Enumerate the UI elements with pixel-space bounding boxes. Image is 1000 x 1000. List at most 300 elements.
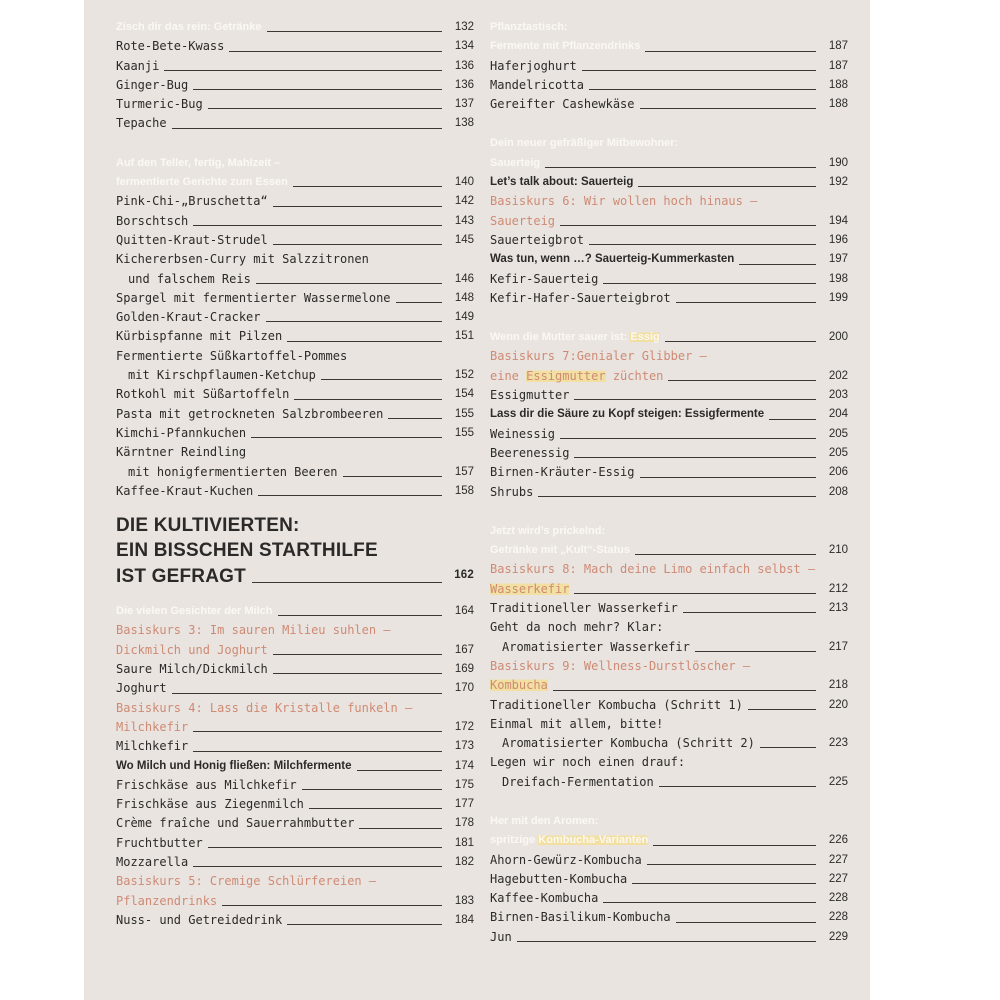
toc-entry-title: Sauerteig <box>490 156 541 169</box>
toc-entry-title <box>490 328 660 347</box>
page-number: 132 <box>454 21 474 33</box>
toc-entry-title: Let’s talk about: Sauerteig <box>490 176 634 189</box>
toc-entry-title: Hagebutten-Kombucha <box>490 871 628 886</box>
course-heading: Basiskurs 5: Cremige Schlürfereien – <box>116 874 377 889</box>
dot-leader <box>635 554 816 555</box>
page-number: 204 <box>828 408 848 421</box>
page-number: 220 <box>828 698 848 711</box>
toc-list <box>116 463 474 502</box>
section-heading: Pflanztastisch: <box>490 21 568 33</box>
dot-leader <box>343 476 442 477</box>
toc-entry-title: Kimchi-Pfannkuchen <box>116 425 247 440</box>
toc-entry <box>490 889 848 908</box>
page-number: 143 <box>454 214 474 227</box>
toc-entry <box>490 463 848 482</box>
page-number: 208 <box>828 485 848 498</box>
dot-leader <box>683 612 816 613</box>
page-number: 210 <box>828 544 848 557</box>
toc-entry-title <box>490 831 648 850</box>
toc-entry-title: Sauerteig <box>490 213 556 228</box>
page-number: 175 <box>454 778 474 791</box>
dot-leader <box>208 847 442 848</box>
course-heading: Basiskurs 6: Wir wollen hoch hinaus – <box>490 194 758 209</box>
toc-entry-title: Fermente mit Pflanzendrinks <box>490 40 641 53</box>
dot-leader <box>538 496 816 497</box>
page-number: 184 <box>454 913 474 926</box>
page-number: 137 <box>454 98 474 111</box>
page-number: 227 <box>828 872 848 885</box>
dot-leader <box>278 615 442 616</box>
toc-entry-title: Dickmilch und Joghurt <box>116 642 268 657</box>
toc-entry-title <box>490 580 569 599</box>
toc-entry-title: Kaffee-Kraut-Kuchen <box>116 483 254 498</box>
page-number: 170 <box>454 682 474 695</box>
toc-entry <box>116 405 474 424</box>
page-number: 155 <box>454 407 474 420</box>
toc-entry <box>490 328 848 347</box>
toc-entry <box>490 696 848 715</box>
toc-entry-title: Nuss- und Getreidedrink <box>116 912 283 927</box>
toc-entry-title: Golden-Kraut-Cracker <box>116 310 261 325</box>
dot-leader <box>574 593 816 594</box>
dot-leader <box>193 751 442 752</box>
toc-entry-title: Milchkefir <box>116 739 189 754</box>
toc-list <box>490 37 848 114</box>
toc-entry-title: Beerenessig <box>490 445 570 460</box>
page-number: 206 <box>828 466 848 479</box>
toc-entry-title: Jun <box>490 929 512 944</box>
toc-entry-title: mit honigfermentierten Beeren <box>128 464 338 479</box>
toc-entry <box>116 463 474 482</box>
page-number: 194 <box>828 214 848 227</box>
dot-leader <box>638 186 816 187</box>
toc-entry-line: Kärntner Reindling <box>116 445 247 460</box>
page-number: 197 <box>828 253 848 266</box>
toc-entry-title: Mozzarella <box>116 854 189 869</box>
dot-leader <box>273 206 442 207</box>
toc-entry-title: Borschtsch <box>116 213 189 228</box>
page-number: 188 <box>828 98 848 111</box>
dot-leader <box>359 828 442 829</box>
highlighted-text: Wasserkefir <box>490 581 570 596</box>
chapter-page-number: 162 <box>454 569 474 582</box>
toc-entry <box>490 250 848 269</box>
page-number: 205 <box>828 427 848 440</box>
dot-leader <box>273 244 442 245</box>
page-number: 157 <box>454 465 474 478</box>
toc-entry <box>116 37 474 56</box>
toc-entry <box>490 289 848 308</box>
toc-entry-title: Sauerteigbrot <box>490 232 584 247</box>
toc-entry <box>490 851 848 870</box>
toc-list <box>490 734 848 753</box>
page-number: 149 <box>454 311 474 324</box>
dot-leader <box>676 302 816 303</box>
page-number: 148 <box>454 291 474 304</box>
toc-entry <box>490 870 848 889</box>
dot-leader <box>287 341 442 342</box>
toc-entry <box>116 57 474 76</box>
toc-entry-title: Wo Milch und Honig fließen: Milchfermente <box>116 759 352 772</box>
page-number: 226 <box>828 834 848 847</box>
dot-leader <box>589 244 816 245</box>
page-number: 155 <box>454 426 474 439</box>
toc-entry <box>116 289 474 308</box>
toc-list <box>116 602 474 621</box>
toc-entry <box>490 580 848 599</box>
page-number: 203 <box>828 389 848 402</box>
dot-leader <box>574 399 816 400</box>
page-number: 146 <box>454 272 474 285</box>
dot-leader <box>553 690 816 691</box>
page-number: 174 <box>454 759 474 772</box>
dot-leader <box>229 51 442 52</box>
toc-entry-title: Getränke mit „Kult“-Status <box>490 544 630 557</box>
toc-entry-title: Spargel mit fermentierter Wassermelone <box>116 290 391 305</box>
toc-list <box>116 270 474 347</box>
dot-leader <box>396 302 442 303</box>
page-number: 188 <box>828 78 848 91</box>
dot-leader <box>302 789 442 790</box>
page-number: 212 <box>828 582 848 595</box>
toc-entry <box>490 425 848 444</box>
dot-leader <box>748 709 816 710</box>
course-heading: Basiskurs 9: Wellness-Durstlöscher – <box>490 658 751 673</box>
toc-entry-title: Tepache <box>116 116 167 131</box>
toc-entry-title: Birnen-Kräuter-Essig <box>490 465 635 480</box>
page-number: 151 <box>454 330 474 343</box>
dot-leader <box>589 89 816 90</box>
page-number: 178 <box>454 817 474 830</box>
page-number: 169 <box>454 663 474 676</box>
dot-leader <box>645 51 816 52</box>
toc-entry <box>490 386 848 405</box>
toc-entry-title: Kefir-Sauerteig <box>490 271 599 286</box>
dot-leader <box>287 924 442 925</box>
dot-leader <box>769 419 816 420</box>
toc-entry-title: Kürbispfanne mit Pilzen <box>116 329 283 344</box>
dot-leader <box>560 225 816 226</box>
toc-entry-line: Fermentierte Süßkartoffel-Pommes <box>116 348 348 363</box>
course-heading: Basiskurs 4: Lass die Kristalle funkeln – <box>116 700 413 715</box>
toc-list <box>490 386 848 502</box>
dot-leader <box>266 321 443 322</box>
toc-entry <box>116 853 474 872</box>
toc-entry-title: Dreifach-Fermentation <box>502 774 654 789</box>
dot-leader <box>193 89 442 90</box>
toc-entry <box>116 795 474 814</box>
page-number: 164 <box>454 605 474 618</box>
toc-entry <box>116 76 474 95</box>
chapter-heading <box>116 513 474 589</box>
toc-list <box>490 541 848 560</box>
dot-leader <box>640 477 817 478</box>
toc-list <box>490 212 848 308</box>
dot-leader <box>647 864 816 865</box>
toc-entry-line: Einmal mit allem, bitte! <box>490 716 664 731</box>
toc-entry <box>116 212 474 231</box>
toc-entry-title: Traditioneller Wasserkefir <box>490 601 678 616</box>
toc-entry <box>116 776 474 795</box>
toc-entry-title: Was tun, wenn …? Sauerteig-Kummerkasten <box>490 253 735 266</box>
page-number: 199 <box>828 291 848 304</box>
toc-entry-title: Zisch dir das rein: Getränke <box>116 21 262 33</box>
toc-entry-title: Traditioneller Kombucha (Schritt 1) <box>490 697 743 712</box>
toc-entry-line: Legen wir noch einen drauf: <box>490 755 686 770</box>
toc-entry-title: Pasta mit getrockneten Salzbrombeeren <box>116 406 384 421</box>
dot-leader <box>252 582 442 583</box>
toc-entry <box>490 444 848 463</box>
toc-entry <box>116 737 474 756</box>
dot-leader <box>164 70 442 71</box>
toc-entry-title: Rote-Bete-Kwass <box>116 39 225 54</box>
dot-leader <box>251 437 442 438</box>
course-heading: Basiskurs 3: Im sauren Milieu suhlen – <box>116 623 391 638</box>
toc-list <box>116 18 474 134</box>
toc-entry <box>116 718 474 737</box>
page-number: 134 <box>454 40 474 53</box>
page-number: 158 <box>454 484 474 497</box>
toc-entry <box>116 385 474 404</box>
toc-list <box>116 718 474 872</box>
page-number: 138 <box>454 117 474 130</box>
toc-entry-title: Lass dir die Säure zu Kopf steigen: Essigfermente <box>490 408 765 421</box>
dot-leader <box>388 418 442 419</box>
page-number: 228 <box>828 892 848 905</box>
page-number: 227 <box>828 853 848 866</box>
toc-entry-title <box>490 367 663 386</box>
toc-entry <box>116 660 474 679</box>
toc-entry <box>490 831 848 850</box>
dot-leader <box>560 438 816 439</box>
page-number: 198 <box>828 272 848 285</box>
toc-entry-title: Quitten-Kraut-Strudel <box>116 232 268 247</box>
toc-entry-title: Birnen-Basilikum-Kombucha <box>490 910 671 925</box>
dot-leader <box>695 651 816 652</box>
page-number: 182 <box>454 855 474 868</box>
dot-leader <box>172 693 442 694</box>
toc-entry-title-part: Wenn die Mutter sauer ist: <box>490 331 631 344</box>
toc-entry <box>490 367 848 386</box>
toc-entry-title: Joghurt <box>116 681 167 696</box>
page-number: 183 <box>454 894 474 907</box>
toc-entry-title: Mandelricotta <box>490 77 584 92</box>
toc-list <box>116 173 474 250</box>
toc-entry <box>490 599 848 618</box>
toc-list <box>116 366 474 443</box>
dot-leader <box>574 457 816 458</box>
toc-entry-title: Die vielen Gesichter der Milch <box>116 605 273 618</box>
page-number: 152 <box>454 369 474 382</box>
toc-entry <box>490 773 848 792</box>
toc-entry <box>116 192 474 211</box>
toc-entry <box>116 231 474 250</box>
dot-leader <box>659 786 816 787</box>
page-number: 142 <box>454 195 474 208</box>
toc-entry <box>116 95 474 114</box>
page-number: 177 <box>454 798 474 811</box>
section-heading: Jetzt wird’s prickelnd: <box>490 524 606 537</box>
toc-column-right <box>490 18 848 947</box>
course-heading: Basiskurs 8: Mach deine Limo einfach selbst – <box>490 562 816 577</box>
toc-entry-title-part: züchten <box>605 368 664 383</box>
toc-entry <box>116 424 474 443</box>
toc-entry <box>116 602 474 621</box>
page-number: 154 <box>454 388 474 401</box>
dot-leader <box>309 808 442 809</box>
toc-entry <box>116 327 474 346</box>
toc-entry-title: Pink-Chi-„Bruschetta“ <box>116 194 268 209</box>
toc-entry <box>116 173 474 192</box>
toc-entry <box>490 57 848 76</box>
dot-leader <box>665 341 816 342</box>
page-number: 187 <box>828 40 848 53</box>
dot-leader <box>632 883 816 884</box>
dot-leader <box>760 747 816 748</box>
page-number: 136 <box>454 59 474 72</box>
toc-entry-title-part: spritzige <box>490 834 539 847</box>
toc-entry-title: Kaanji <box>116 58 160 73</box>
toc-entry-title: Weinessig <box>490 426 556 441</box>
toc-entry-title: Kaffee-Kombucha <box>490 891 599 906</box>
dot-leader <box>603 902 816 903</box>
page-number: 228 <box>828 911 848 924</box>
chapter-title-line: DIE KULTIVIERTEN: <box>116 515 300 537</box>
toc-entry-title: Rotkohl mit Süßartoffeln <box>116 387 290 402</box>
page-number: 225 <box>828 775 848 788</box>
toc-entry <box>490 928 848 947</box>
toc-entry-title: Haferjoghurt <box>490 58 577 73</box>
highlighted-text: Essig <box>630 331 660 344</box>
toc-entry-title: fermentierte Gerichte zum Essen <box>116 176 288 189</box>
dot-leader <box>357 770 442 771</box>
toc-entry <box>116 679 474 698</box>
toc-entry-title: Frischkäse aus Milchkefir <box>116 777 297 792</box>
toc-entry <box>490 734 848 753</box>
highlighted-text: Kombucha-Varianten <box>538 834 649 847</box>
toc-entry-title: Ahorn-Gewürz-Kombucha <box>490 852 642 867</box>
toc-entry-line: Kichererbsen-Curry mit Salzzitronen <box>116 252 369 267</box>
toc-entry-title-part: eine <box>490 368 527 383</box>
chapter-title-line: IST GEFRAGT <box>116 566 246 588</box>
toc-entry <box>490 541 848 560</box>
dot-leader <box>267 31 443 32</box>
dot-leader <box>739 264 816 265</box>
toc-entry <box>490 676 848 695</box>
page-number: 213 <box>828 602 848 615</box>
dot-leader <box>668 380 816 381</box>
toc-list <box>116 641 474 699</box>
dot-leader <box>256 283 442 284</box>
dot-leader <box>582 70 816 71</box>
course-heading: Basiskurs 7:Genialer Glibber – <box>490 349 707 364</box>
toc-entry <box>490 405 848 424</box>
toc-entry-title: Milchkefir <box>116 719 189 734</box>
page-number: 205 <box>828 446 848 459</box>
toc-entry-title: Pflanzendrinks <box>116 893 218 908</box>
page-number: 181 <box>454 836 474 849</box>
toc-entry <box>490 231 848 250</box>
toc-list <box>490 696 848 715</box>
page-number: 172 <box>454 720 474 733</box>
toc-entry <box>116 757 474 776</box>
toc-entry-title: Gereifter Cashewkäse <box>490 97 635 112</box>
dot-leader <box>653 845 816 846</box>
page-number: 202 <box>828 369 848 382</box>
toc-list <box>490 638 848 657</box>
page-number: 136 <box>454 78 474 91</box>
dot-leader <box>193 731 442 732</box>
toc-entry <box>490 270 848 289</box>
toc-entry <box>490 95 848 114</box>
dot-leader <box>172 128 442 129</box>
toc-entry <box>490 908 848 927</box>
toc-entry <box>116 814 474 833</box>
chapter-title-line: EIN BISSCHEN STARTHILFE <box>116 540 378 562</box>
toc-entry <box>490 76 848 95</box>
dot-leader <box>294 399 442 400</box>
dot-leader <box>603 283 816 284</box>
toc-entry-title: Kefir-Hafer-Sauerteigbrot <box>490 290 671 305</box>
toc-list <box>490 773 848 792</box>
toc-entry <box>490 173 848 192</box>
toc-entry-title: Shrubs <box>490 484 534 499</box>
toc-entry <box>490 483 848 502</box>
toc-entry <box>116 892 474 911</box>
section-heading: Her mit den Aromen: <box>490 814 599 827</box>
dot-leader <box>222 905 442 906</box>
toc-entry <box>116 18 474 37</box>
toc-entry <box>116 308 474 327</box>
page-number: 218 <box>828 679 848 692</box>
toc-entry-title <box>490 676 548 695</box>
section-heading: Dein neuer gefräßiger Mitbewohner: <box>490 137 679 150</box>
toc-list <box>116 892 474 931</box>
page-number: 167 <box>454 643 474 656</box>
dot-leader <box>640 108 817 109</box>
toc-list <box>490 851 848 947</box>
page-number: 223 <box>828 737 848 750</box>
dot-leader <box>273 673 442 674</box>
toc-entry <box>116 641 474 660</box>
page-number: 140 <box>454 176 474 189</box>
page-number: 173 <box>454 740 474 753</box>
toc-entry-title: und falschem Reis <box>128 271 251 286</box>
toc-list <box>490 599 848 618</box>
toc-entry <box>116 366 474 385</box>
toc-entry <box>490 212 848 231</box>
toc-entry-title: mit Kirschpflaumen-Ketchup <box>128 368 316 383</box>
page-number: 196 <box>828 233 848 246</box>
page-number: 192 <box>828 176 848 189</box>
dot-leader <box>193 225 442 226</box>
page-number: 229 <box>828 930 848 943</box>
page-number: 217 <box>828 640 848 653</box>
toc-entry-title: Crème fraîche und Sauerrahmbutter <box>116 816 355 831</box>
page-number: 145 <box>454 233 474 246</box>
toc-entry-title: Frischkäse aus Ziegenmilch <box>116 797 304 812</box>
toc-entry <box>490 154 848 173</box>
dot-leader <box>273 654 442 655</box>
toc-list <box>490 154 848 193</box>
toc-entry-title: Aromatisierter Kombucha (Schritt 2) <box>502 736 755 751</box>
dot-leader <box>208 108 442 109</box>
toc-entry-title: Essigmutter <box>490 388 570 403</box>
dot-leader <box>321 379 442 380</box>
dot-leader <box>258 495 442 496</box>
page-number: 187 <box>828 59 848 72</box>
toc-entry <box>490 638 848 657</box>
